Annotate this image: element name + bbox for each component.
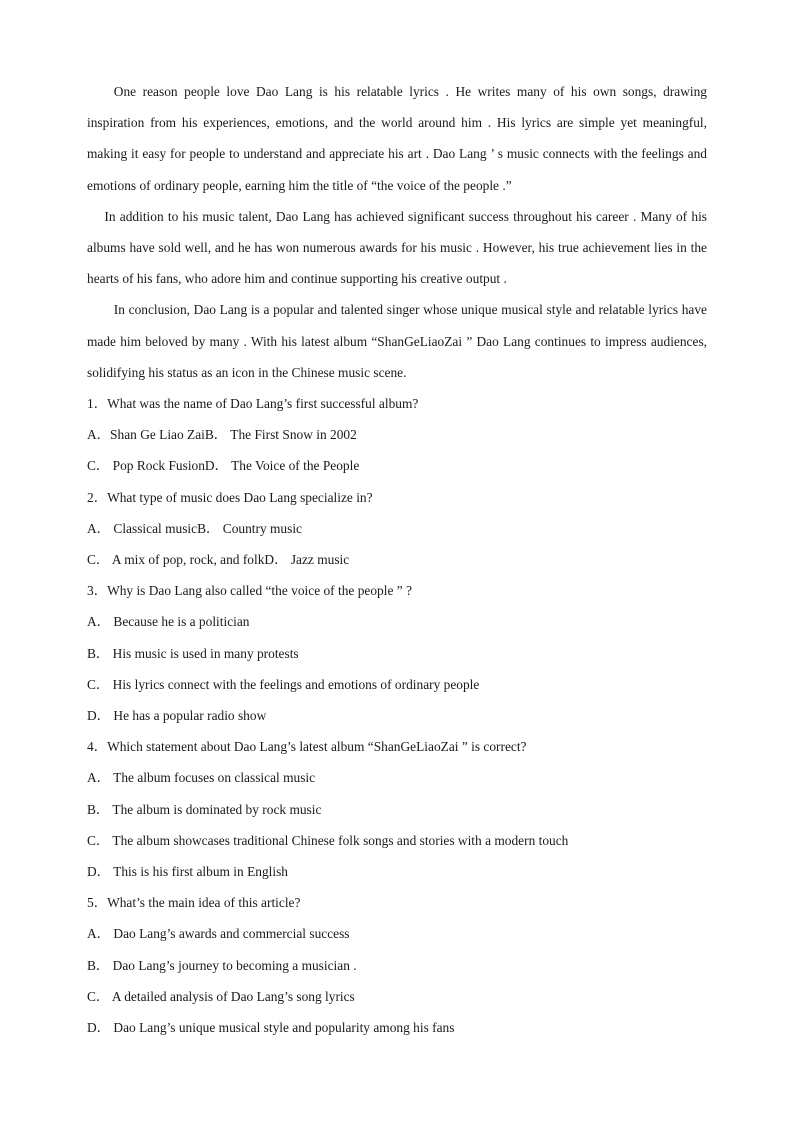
option-line: C． A mix of pop, rock, and folkD． Jazz music	[87, 552, 350, 568]
question-stem: 4．Which statement about Dao Lang’s latest album “ShanGeLiaoZai ” is correct?	[87, 739, 527, 755]
question-stem: 3．Why is Dao Lang also called “the voice of the people ” ?	[87, 583, 412, 599]
question-3	[87, 575, 707, 731]
question-1	[87, 388, 707, 482]
option-line: B． The album is dominated by rock music	[87, 801, 322, 817]
question-stem: 2．What type of music does Dao Lang specialize in?	[87, 489, 373, 505]
passage-paragraph-1: One reason people love Dao Lang is his relatable lyrics . He writes many of his own songs, drawing inspiration from his experiences, emotions, and the world around him . His lyrics are simple yet meaningful, making it easy for people to understand and appreciate his art . Dao Lang ’ s music connects with the feelings and emotions of ordinary people, earning him the title of “the voice of the people .”	[87, 84, 707, 193]
option-line: C． The album showcases traditional Chinese folk songs and stories with a modern touch	[87, 832, 569, 848]
option-line: D． This is his first album in English	[87, 864, 288, 880]
option-line: C． Pop Rock FusionD． The Voice of the People	[87, 458, 360, 474]
option-line: A． Classical musicB． Country music	[87, 520, 302, 536]
option-line: A． Dao Lang’s awards and commercial success	[87, 926, 350, 942]
option-line: D． He has a popular radio show	[87, 708, 267, 724]
passage-paragraph-2: In addition to his music talent, Dao Lang has achieved significant success throughout his career . Many of his albums have sold well, and he has won numerous awards for his music . However, his true achievement lies in the hearts of his fans, who adore him and continue supporting his creative output .	[87, 208, 707, 287]
question-5	[87, 887, 707, 1043]
option-line: A．Shan Ge Liao ZaiB． The First Snow in 2002	[87, 427, 357, 443]
option-line: A． The album focuses on classical music	[87, 770, 316, 786]
question-4	[87, 731, 707, 887]
option-line: C． His lyrics connect with the feelings and emotions of ordinary people	[87, 676, 480, 692]
question-stem: 5．What’s the main idea of this article?	[87, 895, 301, 911]
question-2	[87, 482, 707, 576]
option-line: A． Because he is a politician	[87, 614, 250, 630]
option-line: B． Dao Lang’s journey to becoming a musician .	[87, 957, 357, 973]
question-stem: 1．What was the name of Dao Lang’s first successful album?	[87, 396, 419, 412]
option-line: C． A detailed analysis of Dao Lang’s song lyrics	[87, 988, 355, 1004]
option-line: D． Dao Lang’s unique musical style and popularity among his fans	[87, 1020, 455, 1036]
document-page	[87, 76, 707, 1043]
passage-paragraph-3: In conclusion, Dao Lang is a popular and talented singer whose unique musical style and relatable lyrics have made him beloved by many . With his latest album “ShanGeLiaoZai ” Dao Lang continues to impress audiences, solidifying his status as an icon in the Chinese music scene.	[87, 302, 707, 380]
option-line: B． His music is used in many protests	[87, 645, 299, 661]
